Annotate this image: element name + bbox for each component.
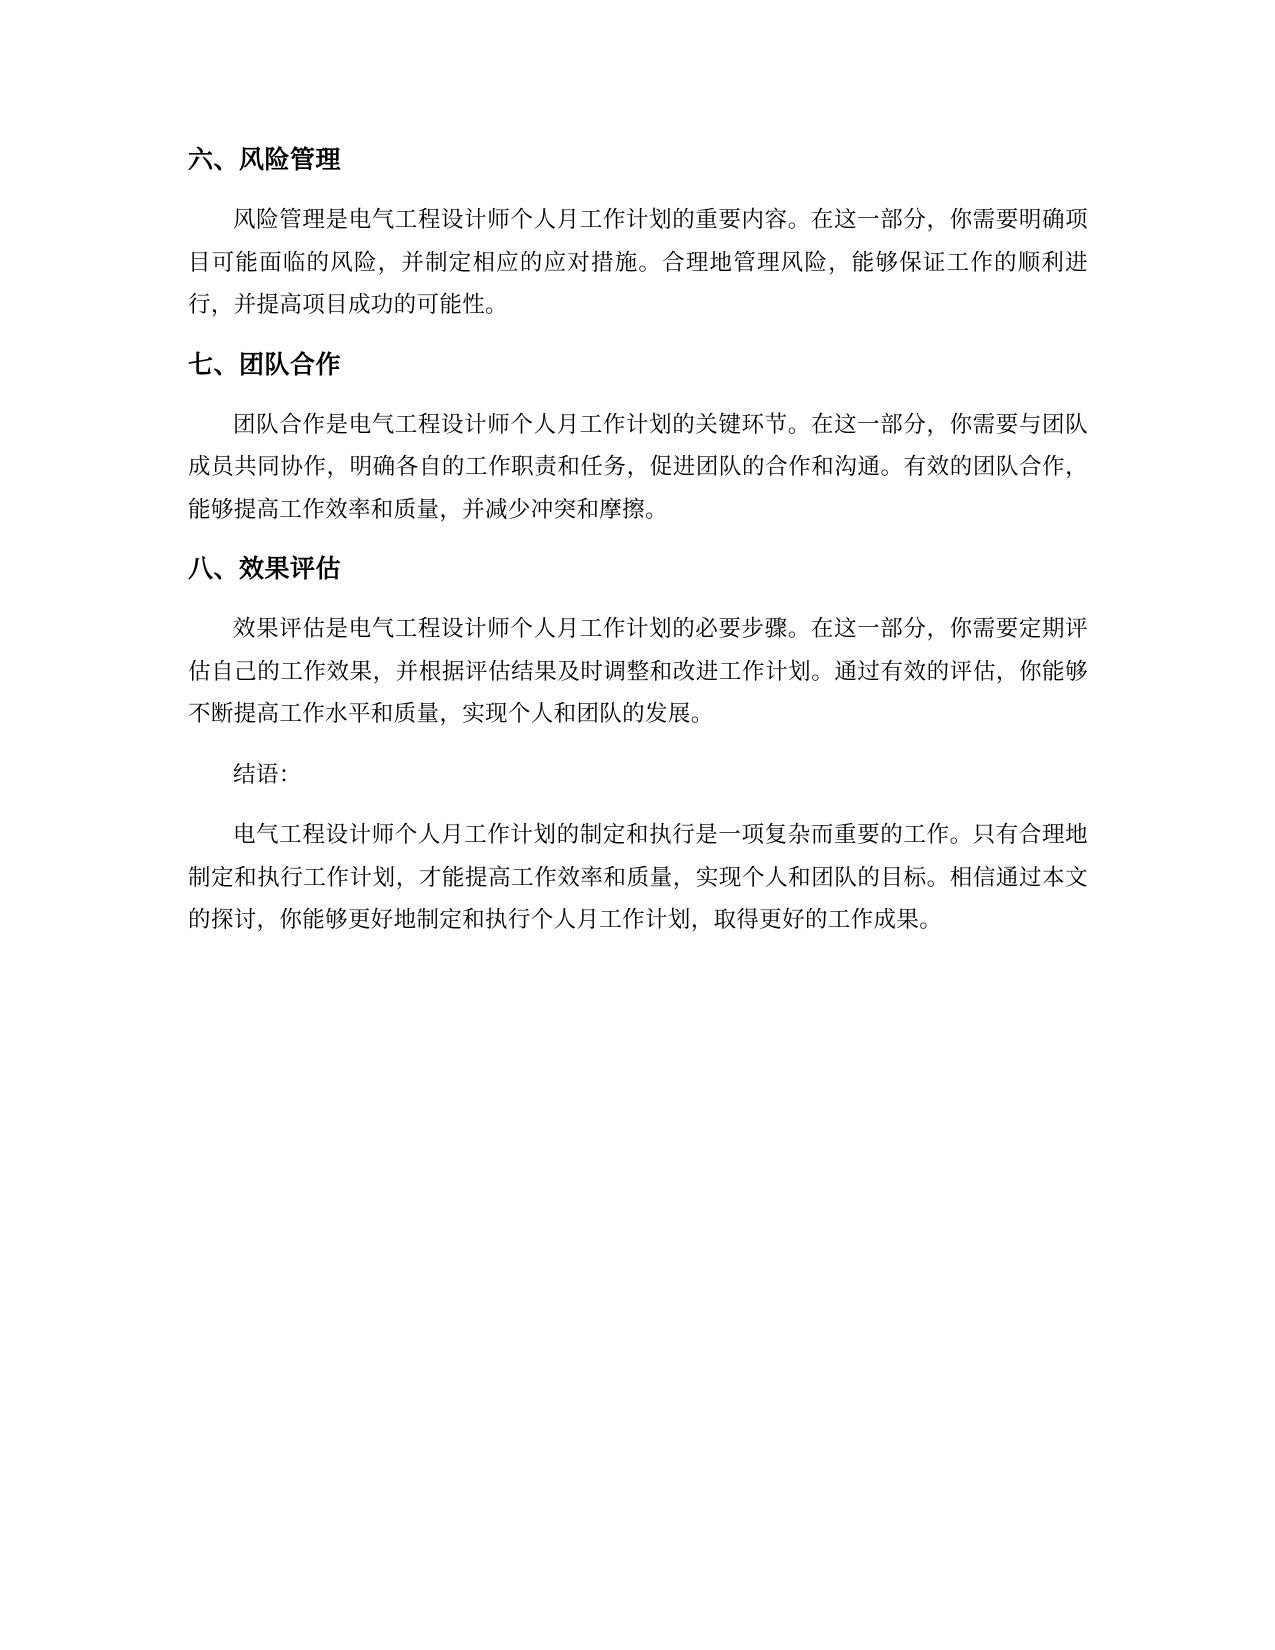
section-team-cooperation [188, 345, 1088, 532]
section-risk-management [188, 140, 1088, 327]
section-heading: 七、团队合作 [188, 349, 342, 379]
section-heading: 六、风险管理 [188, 145, 342, 174]
section-paragraph: 团队合作是电气工程设计师个人月工作计划的关键环节。在这一部分，你需要与团队成员共同协作，明确各自的工作职责和任务，促进团队的合作和沟通。有效的团队合作，能够提高工作效率和质量，并减少冲突和摩擦。 [188, 411, 1088, 523]
conclusion-label: 结语： [233, 761, 302, 788]
section-heading: 八、效果评估 [188, 554, 342, 583]
section-effect-evaluation [188, 549, 1088, 736]
conclusion [188, 754, 1088, 942]
section-paragraph: 效果评估是电气工程设计师个人月工作计划的必要步骤。在这一部分，你需要定期评估自己的工作效果，并根据评估结果及时调整和改进工作计划。通过有效的评估，你能够不断提高工作水平和质量，实现个人和团队的发展。 [188, 616, 1088, 727]
document-page [188, 140, 1088, 960]
conclusion-paragraph: 电气工程设计师个人月工作计划的制定和执行是一项复杂而重要的工作。只有合理地制定和执行工作计划，才能提高工作效率和质量，实现个人和团队的目标。相信通过本文的探讨，你能够更好地制定和执行个人月工作计划，取得更好的工作成果。 [188, 822, 1088, 933]
section-paragraph: 风险管理是电气工程设计师个人月工作计划的重要内容。在这一部分，你需要明确项目可能面临的风险，并制定相应的应对措施。合理地管理风险，能够保证工作的顺利进行，并提高项目成功的可能性。 [188, 207, 1088, 318]
